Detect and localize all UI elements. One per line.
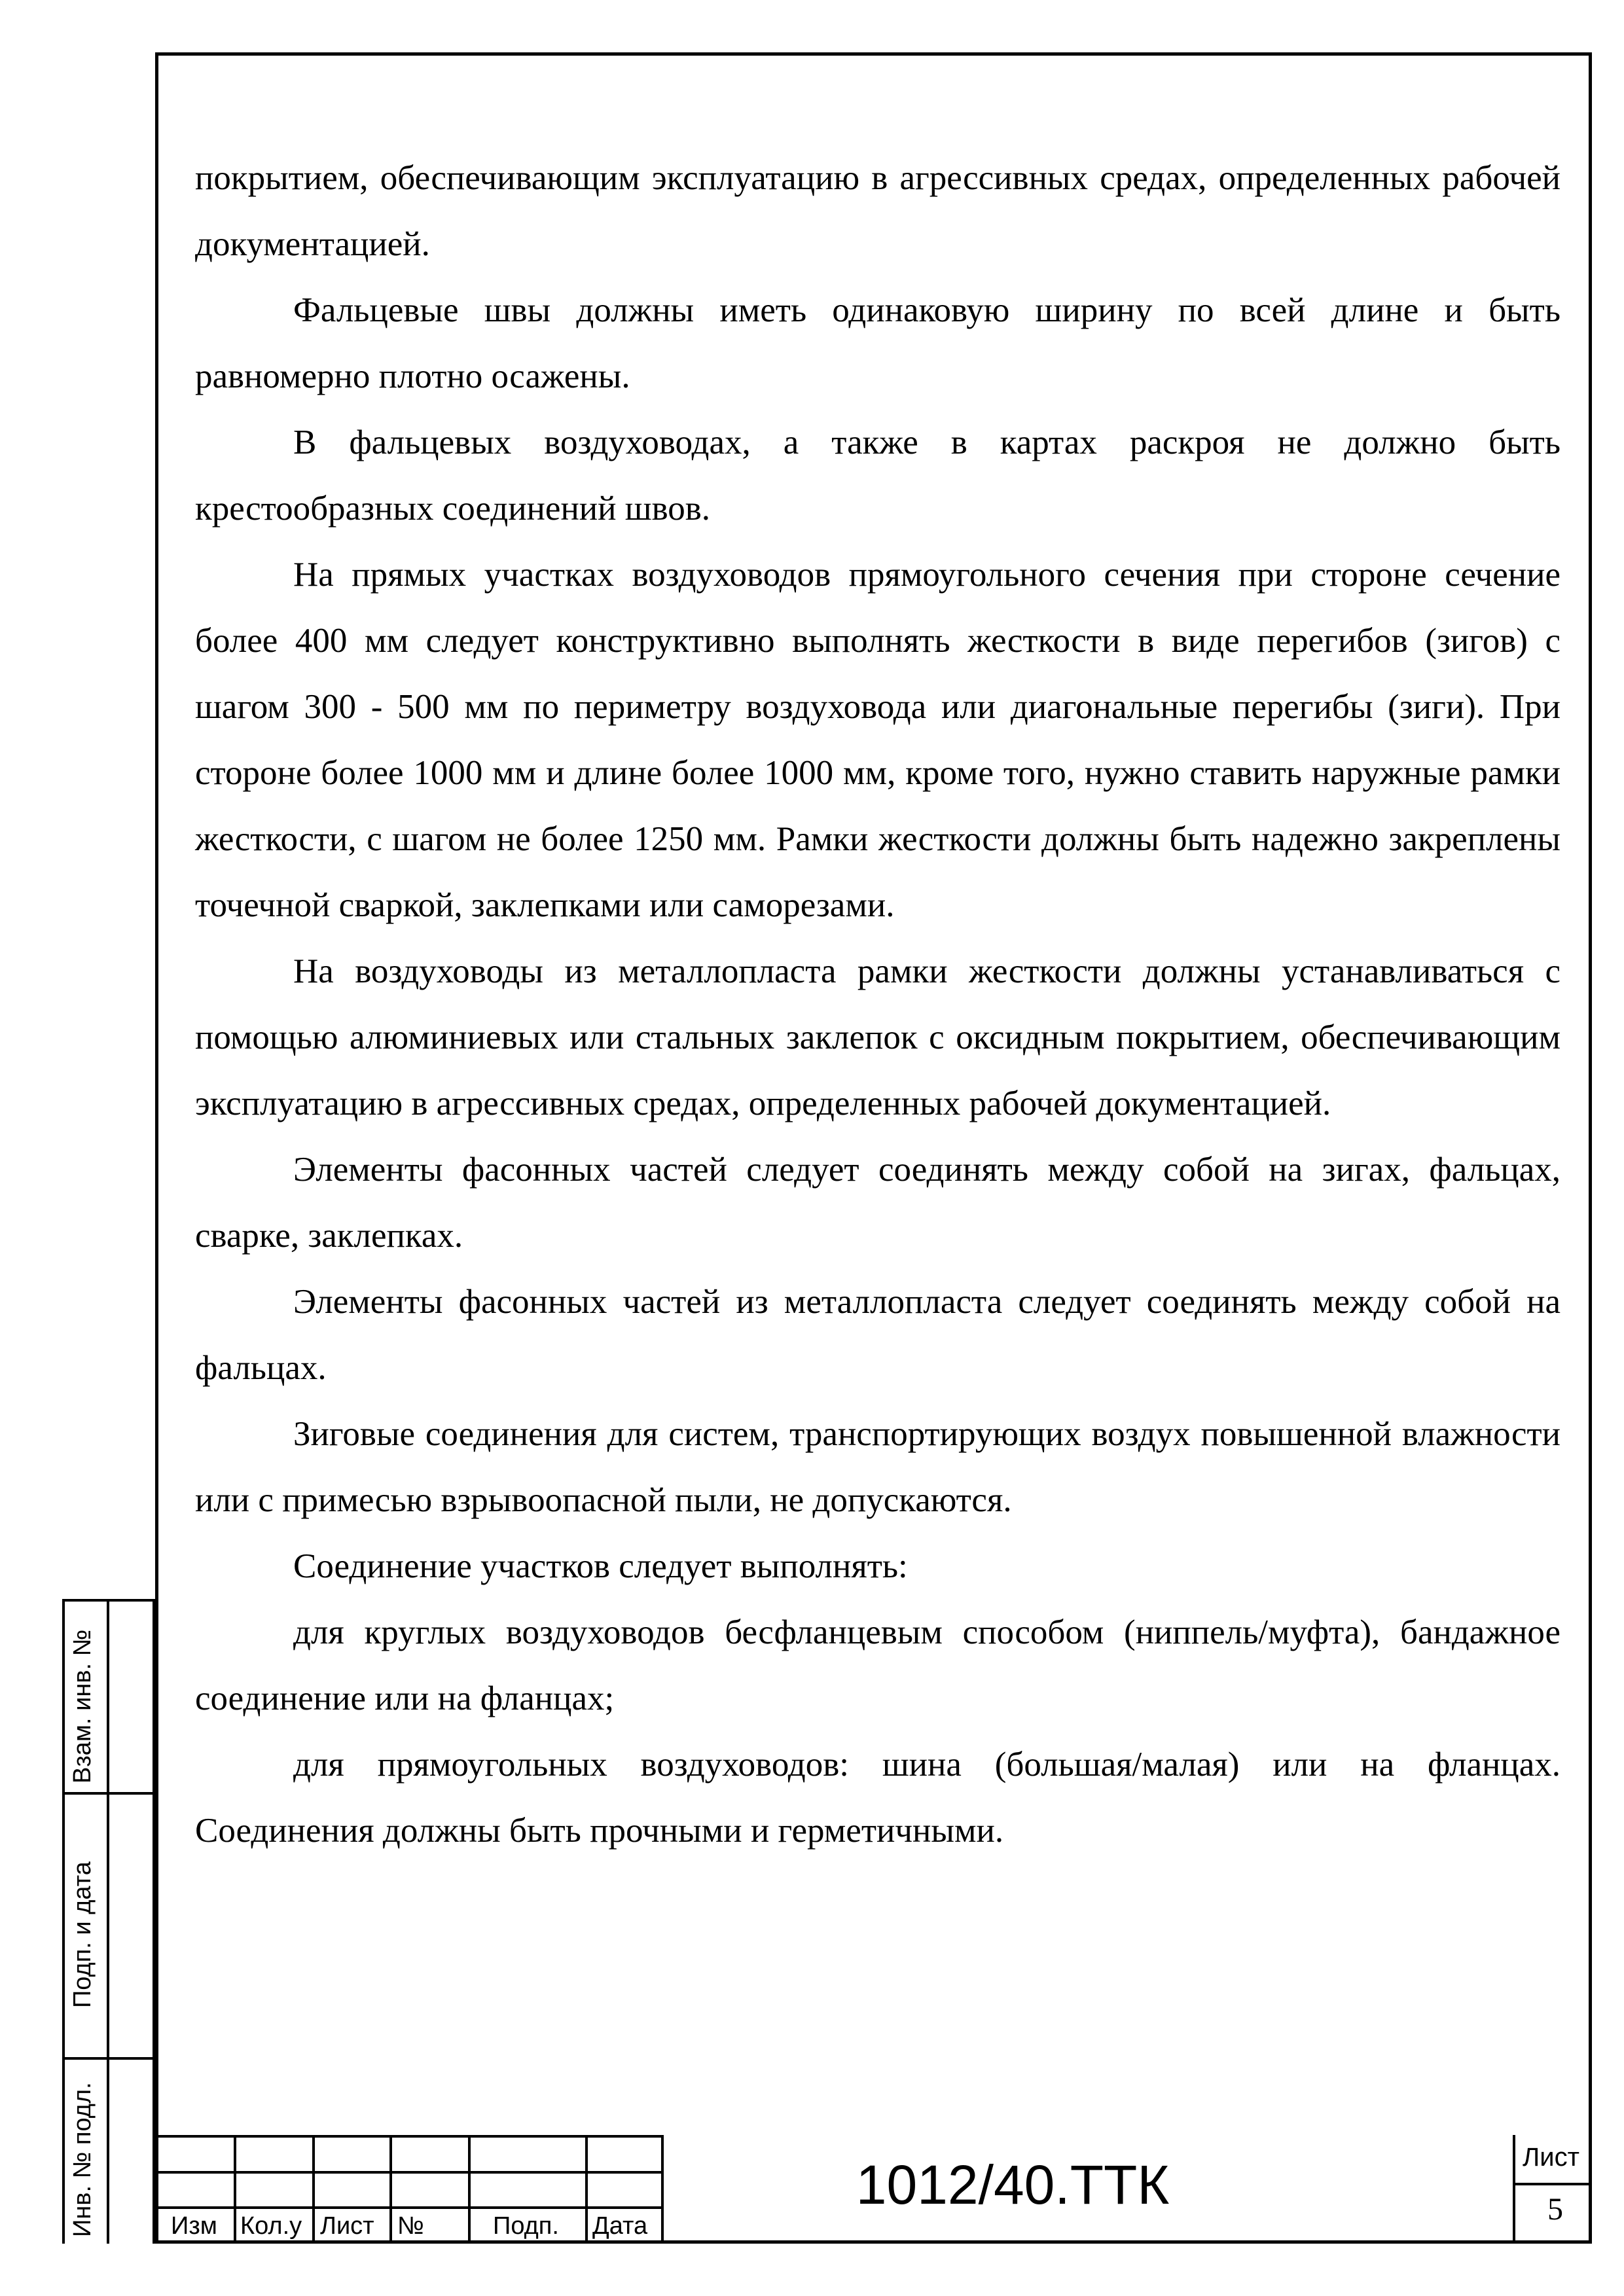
paragraph: Зиговые соединения для систем, транспортирующих воздух повышенной влажности или с примесью взрывоопасной пыли, не допускаются. [195, 1415, 1561, 1519]
paragraph: для круглых воздуховодов бесфланцевым способом (ниппель/муфта), бандажное соединение или на фланцах; [195, 1613, 1561, 1717]
header-list: Лист [320, 2212, 374, 2240]
header-kol: Кол.у [240, 2212, 302, 2240]
paragraph: В фальцевых воздуховодах, а также в картах раскроя не должно быть крестообразных соединений швов. [195, 423, 1561, 528]
paragraph: для прямоугольных воздуховодов: шина (большая/малая) или на фланцах. Соединения должны быть прочными и герметичными. [195, 1746, 1561, 1850]
header-num: № [397, 2212, 424, 2240]
side-label-inv: Инв. № подл. [69, 2082, 96, 2237]
side-approval-strip [62, 1599, 155, 2244]
header-izm: Изм [171, 2212, 217, 2240]
side-label-vzam: Взам. инв. № [69, 1629, 96, 1784]
paragraph: Фальцевые швы должны иметь одинаковую ширину по всей длине и быть равномерно плотно осажены. [195, 291, 1561, 395]
document-body [195, 145, 1561, 1864]
paragraph: покрытием, обеспечивающим эксплуатацию в агрессивных средах, определенных рабочей документацией. [195, 159, 1561, 263]
sheet-label: Лист [1523, 2143, 1579, 2172]
paragraph: На прямых участках воздуховодов прямоугольного сечения при стороне сечение более 400 мм следует конструктивно выполнять жесткости в виде перегибов (зигов) с шагом 300 - 500 мм по периметру воздуховода или диагональные перегибы (зиги). При стороне более 1000 мм и длине более 1000 мм, кроме того, нужно ставить наружные рамки жесткости, с шагом не более 1250 мм. Рамки жесткости должны быть надежно закреплены точечной сваркой, заклепками или саморезами. [195, 556, 1561, 924]
header-podp: Подп. [493, 2212, 559, 2240]
paragraph: Элементы фасонных частей из металлопласта следует соединять между собой на фальцах. [195, 1283, 1561, 1387]
header-data: Дата [592, 2212, 648, 2240]
paragraph: На воздуховоды из металлопласта рамки жесткости должны устанавливаться с помощью алюминиевых или стальных заклепок с оксидным покрытием, обеспечивающим эксплуатацию в агрессивных средах, определенных рабочей документацией. [195, 952, 1561, 1122]
paragraph: Элементы фасонных частей следует соединять между собой на зигах, фальцах, сварке, заклепках. [195, 1151, 1561, 1255]
document-code: 1012/40.ТТК [856, 2154, 1170, 2215]
side-label-podp: Подп. и дата [69, 1861, 96, 2008]
sheet-number: 5 [1547, 2192, 1563, 2227]
paragraph: Соединение участков следует выполнять: [293, 1547, 908, 1585]
